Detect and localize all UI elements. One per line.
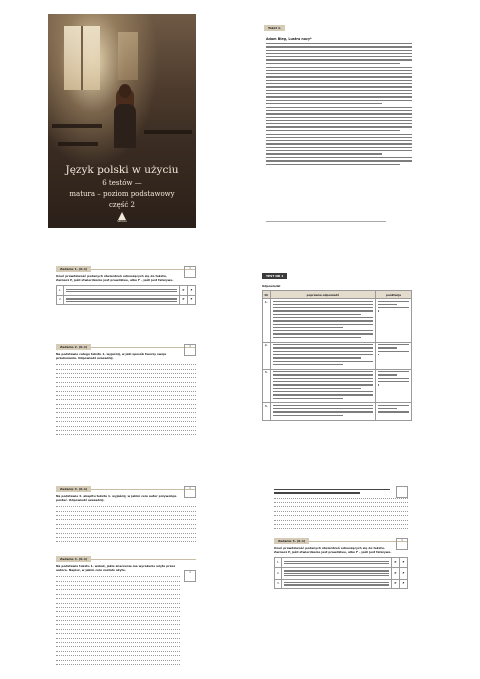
points-box[interactable] bbox=[396, 538, 408, 550]
points-value: 1 bbox=[189, 267, 191, 270]
task-header bbox=[274, 538, 408, 544]
task-header bbox=[56, 556, 196, 562]
points-box[interactable] bbox=[184, 266, 196, 278]
cover-desk-image bbox=[52, 124, 102, 128]
cover-person-image bbox=[114, 84, 136, 148]
answer-cell bbox=[270, 369, 375, 403]
cover-title-sub: matura – poziom podstawowy bbox=[69, 190, 175, 198]
footnote bbox=[266, 221, 406, 224]
row-number: 1. bbox=[275, 558, 282, 568]
points-value: 1 bbox=[189, 571, 191, 574]
row-number: 3. bbox=[275, 579, 282, 589]
points-value: 1 bbox=[189, 345, 191, 348]
task-label: Zadanie 1. (0–1) bbox=[56, 266, 91, 272]
publisher-logo bbox=[115, 212, 129, 224]
answer-true[interactable]: P bbox=[392, 579, 400, 589]
answer-key-table bbox=[262, 290, 412, 421]
column-header: Nr bbox=[264, 292, 269, 297]
row-number: 3. bbox=[263, 369, 271, 403]
row-number: 2. bbox=[263, 342, 271, 369]
answer-cell bbox=[270, 342, 375, 369]
task-label: Zadanie 4. (0–1) bbox=[56, 556, 91, 562]
cover-title bbox=[48, 164, 196, 210]
answer-lines[interactable] bbox=[56, 576, 180, 668]
task-1 bbox=[56, 266, 196, 326]
row-number: 2. bbox=[57, 295, 64, 305]
text-paragraph bbox=[266, 67, 412, 105]
task-instruction: Oceń prawdziwość podanych stwierdzeń odnoszących się do tekstu. Zaznacz P, jeśli stwierdzenie jest prawdziwe, albo F – jeśli jest fałszywe. bbox=[56, 274, 174, 282]
table-row bbox=[275, 579, 408, 589]
row-number: 4. bbox=[263, 403, 271, 420]
answer-false[interactable]: F bbox=[400, 579, 408, 589]
task-label: Zadanie 5. (0–1) bbox=[274, 538, 309, 544]
table-row bbox=[263, 403, 412, 420]
answer-true[interactable]: P bbox=[180, 286, 188, 296]
points-box[interactable] bbox=[184, 486, 196, 498]
text-paragraph bbox=[266, 107, 412, 131]
answer-false[interactable]: F bbox=[400, 567, 408, 579]
statement-cell bbox=[282, 567, 392, 579]
table-row bbox=[57, 286, 196, 296]
text-paragraph bbox=[266, 134, 412, 155]
text-heading: Adam Bieg, Lustra nocy* bbox=[266, 37, 312, 41]
text-paragraph bbox=[266, 43, 412, 64]
task-instruction bbox=[274, 489, 390, 494]
cover-title-sub: 6 testów — bbox=[102, 179, 142, 187]
answer-lines[interactable] bbox=[56, 506, 196, 542]
score-cell bbox=[376, 403, 412, 420]
score-cell bbox=[376, 369, 412, 403]
text-paragraph bbox=[266, 157, 412, 165]
answer-key-subheader: Odpowiedzi bbox=[262, 284, 281, 288]
answer-false[interactable]: F bbox=[188, 295, 196, 305]
cover-window-image bbox=[64, 26, 100, 90]
row-number: 2. bbox=[275, 567, 282, 579]
task-label: Zadanie 3. (0–1) bbox=[56, 486, 91, 492]
column-header: poprawna odpowiedź bbox=[270, 291, 375, 299]
true-false-table bbox=[56, 285, 196, 305]
cover-title-main: Język polski w użyciu bbox=[65, 164, 179, 176]
table-header-row bbox=[263, 291, 412, 299]
logo-icon bbox=[118, 212, 126, 220]
score-cell bbox=[376, 299, 412, 343]
statement-cell bbox=[282, 558, 392, 568]
row-number: 1. bbox=[57, 286, 64, 296]
table-row bbox=[275, 558, 408, 568]
task-4 bbox=[56, 556, 196, 668]
answer-false[interactable]: F bbox=[188, 286, 196, 296]
answer-lines[interactable] bbox=[56, 364, 196, 436]
points-box[interactable] bbox=[184, 570, 196, 582]
table-row bbox=[57, 295, 196, 305]
column-header: punktacja bbox=[376, 291, 412, 299]
task-label: Zadanie 2. (0–1) bbox=[56, 344, 91, 350]
answer-key-header: TEST NR 1 bbox=[262, 273, 287, 279]
points-value: 1 bbox=[401, 539, 403, 542]
score-cell bbox=[376, 342, 412, 369]
cover-desk-image bbox=[144, 130, 192, 134]
task-writing-right bbox=[274, 486, 408, 532]
task-header bbox=[56, 486, 196, 492]
answer-true[interactable]: P bbox=[392, 567, 400, 579]
answer-cell bbox=[270, 403, 375, 420]
task-instruction: Na podstawie tekstu 1. wskaż, jakie znaczenie ma wyrażenie użyte przez autora. Napisz, w jakim celu zostało użyte. bbox=[56, 564, 176, 572]
logo-label: SZKOŁA bbox=[117, 220, 127, 223]
answer-cell bbox=[270, 299, 375, 343]
task-instruction: Na podstawie całego tekstu 1. wyjaśnij, w jaki sposób tworzy swoje przekonania. Odpowiedź uzasadnij. bbox=[56, 352, 167, 360]
cover-title-sub: część 2 bbox=[109, 201, 135, 209]
true-false-table bbox=[274, 557, 408, 589]
task-3 bbox=[56, 486, 196, 546]
answer-true[interactable]: P bbox=[180, 295, 188, 305]
task-instruction: Na podstawie 3. akapitu tekstu 1. wyjaśnij, w jakim celu autor przywołuje postać. Odpowiedź uzasadnij. bbox=[56, 494, 177, 502]
table-row bbox=[263, 299, 412, 343]
cover-desk-image bbox=[58, 142, 98, 146]
row-number: 1. bbox=[263, 299, 271, 343]
task-2 bbox=[56, 344, 196, 436]
table-row bbox=[263, 369, 412, 403]
task-instruction: Oceń prawdziwość podanych stwierdzeń odnoszących się do tekstu. Zaznacz P, jeśli stwierdzenie jest prawdziwe, albo F – jeśli jest fałszywe. bbox=[274, 546, 392, 554]
task-header bbox=[56, 266, 196, 272]
answer-key-page bbox=[262, 262, 412, 458]
table-row bbox=[263, 342, 412, 369]
cover-window-image bbox=[118, 32, 138, 80]
answer-true[interactable]: P bbox=[392, 558, 400, 568]
answer-false[interactable]: F bbox=[400, 558, 408, 568]
statement-cell bbox=[64, 286, 180, 296]
points-box[interactable] bbox=[184, 344, 196, 356]
reading-text-page bbox=[264, 14, 414, 228]
task-5 bbox=[274, 538, 408, 634]
answer-lines[interactable] bbox=[274, 498, 408, 530]
statement-cell bbox=[282, 579, 392, 589]
task-header bbox=[56, 344, 196, 350]
statement-cell bbox=[64, 295, 180, 305]
book-cover bbox=[48, 14, 196, 228]
table-row bbox=[275, 567, 408, 579]
text-tab-label: Tekst 1. bbox=[264, 25, 285, 31]
points-box[interactable] bbox=[396, 486, 408, 498]
points-value: 1 bbox=[189, 487, 191, 490]
